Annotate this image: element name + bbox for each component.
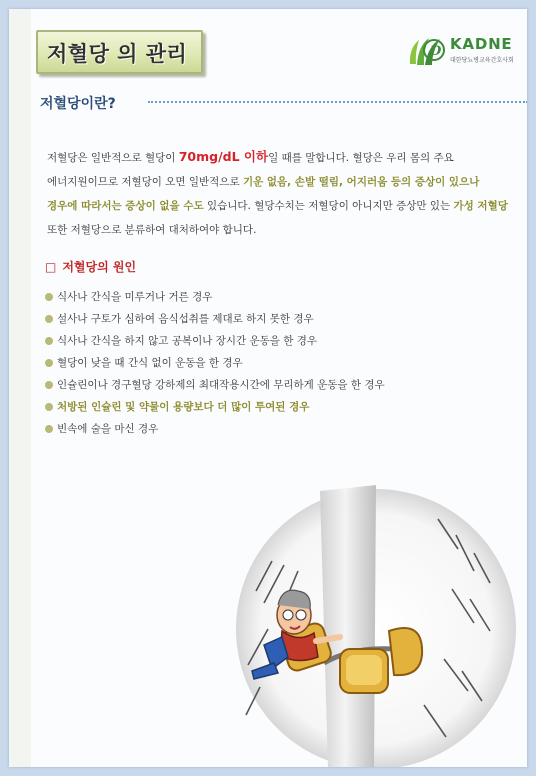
list-item: 빈속에 술을 마신 경우: [45, 418, 385, 440]
bullet-dot-icon: [45, 315, 53, 323]
intro-text-4: 또한 저혈당으로 분류하여 대처하여야 합니다.: [47, 224, 257, 236]
page-title: 저혈당 의 관리: [47, 42, 188, 66]
dizzy-man-chair-illustration: [224, 479, 526, 767]
kadne-logo: [407, 34, 523, 70]
kadne-logo-icon: [407, 34, 447, 68]
causes-list: [45, 286, 385, 440]
causes-heading: [45, 258, 136, 275]
page-margin-strip: [9, 9, 31, 767]
list-item: 설사나 구토가 심하여 음식섭취를 제대로 하지 못한 경우: [45, 308, 385, 330]
logo-subtitle: 대한당뇨병교육간호사회: [450, 57, 514, 64]
list-item: 식사나 간식을 하지 않고 공복이나 장시간 운동을 한 경우: [45, 330, 385, 352]
section-divider: [148, 101, 527, 103]
list-item: 처방된 인슐린 및 약물이 용량보다 더 많이 투여된 경우: [45, 396, 385, 418]
bullet-dot-icon: [45, 403, 53, 411]
section-title: 저혈당이란?: [40, 96, 116, 112]
intro-symptoms: 기운 없음, 손발 떨림, 어지러움 등의 증상이 있으나 경우에 따라서는 증상이 없을 수도: [47, 176, 480, 212]
intro-text-1: 저혈당은 일반적으로 혈당이: [47, 152, 179, 164]
causes-heading-text: 저혈당의 원인: [62, 260, 137, 274]
bullet-dot-icon: [45, 359, 53, 367]
bullet-dot-icon: [45, 337, 53, 345]
document-page: [9, 9, 527, 767]
intro-pseudo: 가성 저혈당: [453, 200, 508, 212]
list-item: 식사나 간식을 미루거나 거른 경우: [45, 286, 385, 308]
intro-threshold: 70mg/dL 이하: [178, 149, 269, 164]
title-banner: [36, 30, 203, 74]
intro-text-3: 있습니다. 혈당수치는 저혈당이 아니지만 증상만 있는: [203, 200, 454, 212]
svg-text:D: D: [430, 44, 442, 59]
list-item: 혈당이 낮을 때 간식 없이 운동을 한 경우: [45, 352, 385, 374]
list-item: 인슐린이나 경구혈당 강하제의 최대작용시간에 무리하게 운동을 한 경우: [45, 374, 385, 396]
logo-name: KADNE: [450, 35, 513, 53]
square-box-icon: □: [45, 260, 57, 274]
bullet-dot-icon: [45, 425, 53, 433]
bullet-dot-icon: [45, 293, 53, 301]
bullet-dot-icon: [45, 381, 53, 389]
intro-text-2: 일 때를 말합니다. 혈당은 우리 몸의 주요 에너지원이므로 저혈당이 오면 일반적으로: [47, 152, 454, 188]
intro-paragraph: [47, 145, 513, 242]
